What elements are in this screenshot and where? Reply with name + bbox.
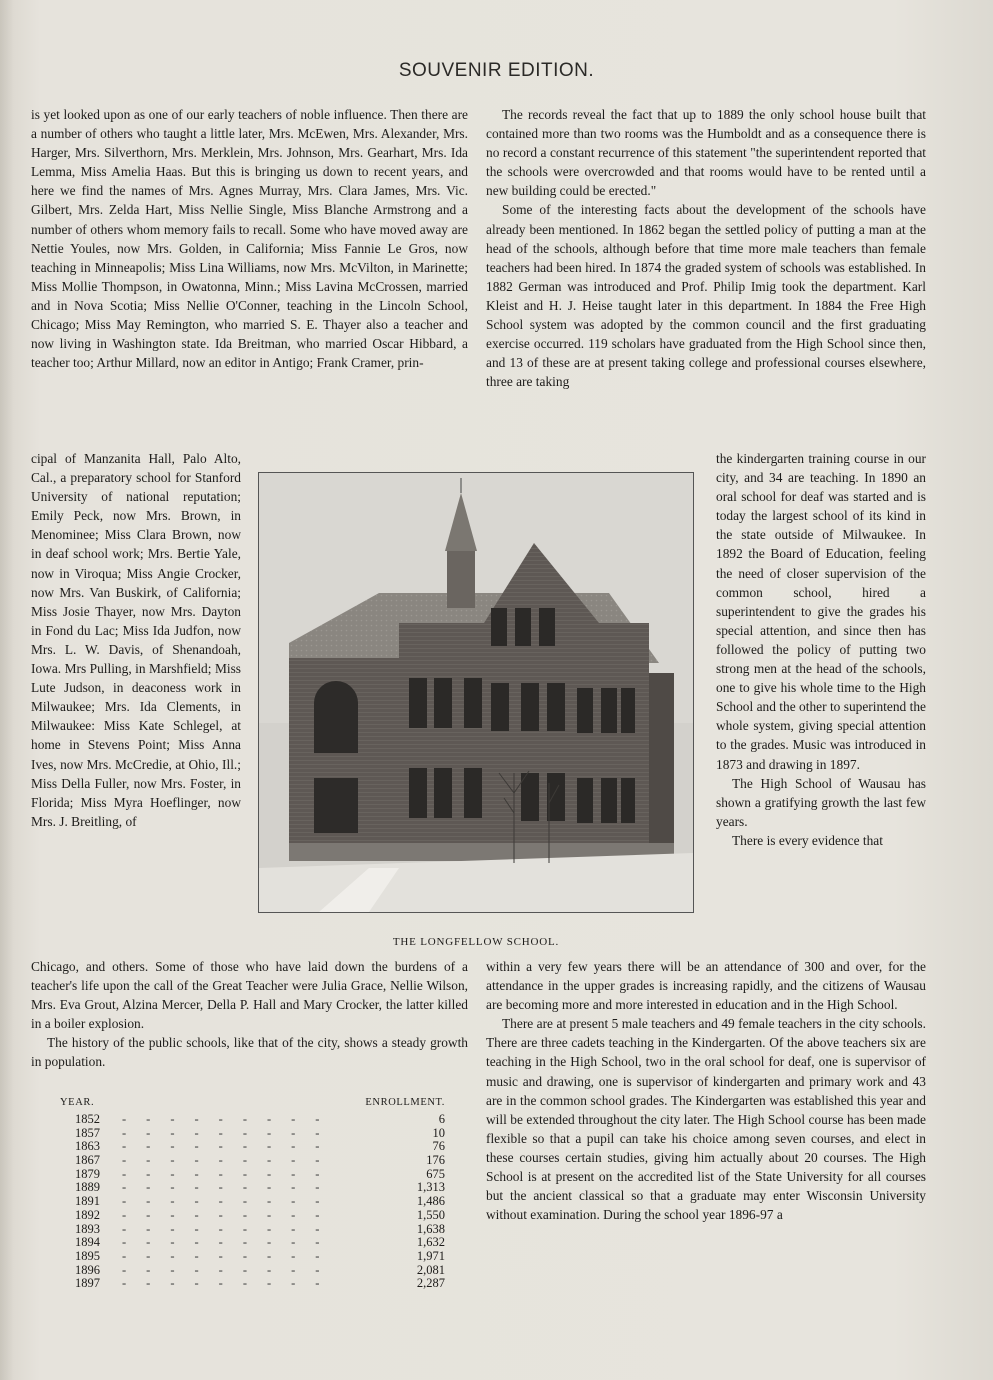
paragraph: Some of the interesting facts about the development of the schools have already been mentioned. In 1862 began the settled policy of putting a man at the head of the schools, although before that time more male teachers than female teachers had been hired. In 1874 the graded system of schools was established. In 1882 German was introduced and Prof. Philip Imig took the department. Karl Kleist and H. J. Heise taught later in this department. In 1884 the Free High School system was adopted by the common council and the first graduating exercise occurred. 119 scholars have graduated from the High School since then, and 13 of these are at present taking college and professional courses elsewhere, three are taking [486,202,926,390]
leader-dots: --------- [122,1126,340,1140]
table-row [60,1113,445,1127]
leader-dots: --------- [122,1208,340,1222]
table-row [60,1127,445,1141]
paragraph: is yet looked upon as one of our early teachers of noble influence. Then there are a number of others who taught a little later, Mrs. McEwen, Mrs. Alexander, Mrs. Harger, Mrs. Silverthorn, Mrs. Merklein, Mrs. Johnson, Mrs. Gearhart, Mrs. Ida Lemma, Miss Amelia Haas. But this is bringing us down to recent years, and here we find the names of Mrs. Agnes Murray, Mrs. Clara James, Mrs. Vic. Gilbert, Mrs. Zelda Hart, Miss Nellie Single, Miss Blanche Armstrong and a number of others whom memory fails to recall. Some who have moved away are Nettie Youles, now Mrs. Golden, in California; Miss Fannie Le Gros, now teaching in Minneapolis; Miss Lina Williams, now Mrs. McVilton, in Marinette; Miss Mollie Thompson, in Owatonna, Minn.; Miss Lavina McCrossen, married and in Nova Scotia; Miss Nellie O'Conner, teaching in the Lincoln School, Chicago; Miss May Remington, who married S. E. Thayer also a teacher and now living in Washington state. Ida Breitman, who married Oscar Hibbard, a teacher too; Arthur Millard, now an editor in Antigo; Frank Cramer, prin- [31,107,468,371]
paragraph: within a very few years there will be an attendance of 300 and over, for the attendance in the upper grades is increasing rapidly, and the citizens of Wausau are becoming more and more interested in education and in the High School. [486,959,926,1013]
year-cell: 1879 [75,1166,100,1181]
paragraph: the kindergarten training course in our city, and 34 are teaching. In 1890 an oral school for deaf was started and is today the largest school of its kind in the state outside of Milwaukee. In 1892 the Board of Education, feeling the need of closer supervision of the common school, hired a superintendent to give the grades his special attention, and since then has followed the policy of putting two strong men at the head of the schools, one to give his whole time to the High School and the other to superintend the whole system, giving special attention to the grades. Music was introduced in 1873 and drawing in 1897. [716,451,926,772]
paragraph: Chicago, and others. Some of those who have laid down the burdens of a teacher's life upon the call of the Great Teacher were Julia Grace, Nellie Wilson, Mrs. Eva Grout, Alzina Mercer, Della P. Hall and Mary Crocker, the latter killed in a boiler explosion. [31,959,468,1032]
leader-dots: --------- [122,1167,340,1181]
paragraph: cipal of Manzanita Hall, Palo Alto, Cal., a preparatory school for Stanford University of national reputation; Emily Peck, now Mrs. Brown, in Menominee; Miss Clara Brown, now in deaf school work; Mrs. Bertie Yale, now in Viroqua; Miss Angie Crocker, now Mrs. Van Buskirk, of California; Miss Josie Thayer, now Mrs. Dayton in Fond du Lac; Miss Ida Judfon, now Mrs. L. W. Davis, of Shenandoah, Iowa. Mrs Pulling, in Marshfield; Miss Lute Judson, in deaconess work in Milwaukee; Mrs. Ida Clements, in Milwaukee: Miss Kate Schlegel, at home in Stevens Point; Miss Anna Ives, now Mrs. McCredie, at Ohio, Ill.; Miss Della Fuller, now Mrs. Foster, in Florida; Miss Myra Hoeflinger, now Mrs. J. Breitling, of [31,451,241,829]
right-column-top [486,105,926,391]
paragraph: There are at present 5 male teachers and 49 female teachers in the city schools. There are three cadets teaching in the Kindergarten. Of the above teachers six are teaching in the High School, two in the oral school for deaf, one is supervisor of music and drawing, one is supervisor of kindergarten and primary work and 43 are in the common school grades. The Kindergarten was established this year and will be extended throughout the city later. The High School course has been made flexible so that a pupil can take his choice among seven courses, and elect in these courses certain studies, giving him actually about 20 courses. The High School is at present on the accredited list of the State University for all courses but the ancient classical so that a graduate may enter Wisconsin University without examination. During the school year 1896-97 a [486,1016,926,1223]
table-row [60,1154,445,1168]
enrollment-column-header: ENROLLMENT. [365,1097,445,1108]
year-cell: 1857 [75,1125,100,1140]
year-cell: 1891 [75,1194,100,1209]
table-row [60,1250,445,1264]
leader-dots: --------- [122,1195,340,1209]
leader-dots: --------- [122,1222,340,1236]
table-row [60,1223,445,1237]
paragraph: The High School of Wausau has shown a gratifying growth the last few years. [716,775,926,829]
year-cell: 1896 [75,1262,100,1277]
year-column-header: YEAR. [60,1097,95,1108]
year-cell: 1895 [75,1248,100,1263]
year-cell: 1892 [75,1207,100,1222]
enrollment-cell: 1,632 [416,1235,445,1250]
paragraph: There is every evidence that [732,832,883,848]
table-row [60,1264,445,1278]
year-cell: 1852 [75,1112,100,1126]
table-row [60,1195,445,1209]
page-header: SOUVENIR EDITION. [398,60,595,81]
enrollment-cell: 1,971 [416,1248,445,1263]
enrollment-cell: 1,638 [416,1221,445,1236]
left-column-wrap [31,449,241,831]
left-column-top [31,105,468,372]
table-row [60,1277,445,1291]
school-building-image [259,473,693,912]
enrollment-cell: 675 [426,1166,445,1181]
year-cell: 1894 [75,1235,100,1250]
enrollment-cell: 2,287 [416,1276,445,1291]
photo-caption: THE LONGFELLOW SCHOOL. [392,936,560,948]
enrollment-cell: 6 [438,1112,445,1126]
leader-dots: --------- [122,1154,340,1168]
leader-dots: --------- [122,1140,340,1154]
enrollment-cell: 10 [432,1125,445,1140]
enrollment-cell: 1,550 [416,1207,445,1222]
year-cell: 1893 [75,1221,100,1236]
table-row [60,1209,445,1223]
enrollment-cell: 2,081 [416,1262,445,1277]
year-cell: 1867 [75,1153,100,1168]
leader-dots: --------- [122,1113,340,1126]
right-column-wrap [716,449,926,850]
left-column-bottom [31,957,468,1072]
enrollment-table [60,1097,445,1291]
leader-dots: --------- [122,1181,340,1195]
leader-dots: --------- [122,1263,340,1277]
table-row [60,1140,445,1154]
year-cell: 1863 [75,1139,100,1154]
leader-dots: --------- [122,1277,340,1291]
table-row [60,1181,445,1195]
table-row [60,1168,445,1182]
leader-dots: --------- [122,1236,340,1250]
year-cell: 1897 [75,1276,100,1291]
table-row [60,1236,445,1250]
table-header [60,1097,445,1113]
right-column-bottom [486,957,926,1224]
leader-dots: --------- [122,1249,340,1263]
longfellow-school-photo [258,472,694,913]
paragraph: The records reveal the fact that up to 1889 the only school house built that contained more than two rooms was the Humboldt and as a consequence there is no record a constant recurrence of this statement "the superintendent reported that the schools were overcrowded and that rooms would have to be rented until a new building could be erected." [486,107,926,199]
enrollment-cell: 176 [426,1153,445,1168]
paragraph: The history of the public schools, like that of the city, shows a steady growth in population. [31,1035,468,1070]
enrollment-cell: 76 [432,1139,445,1154]
enrollment-cell: 1,486 [416,1194,445,1209]
year-cell: 1889 [75,1180,100,1195]
enrollment-cell: 1,313 [416,1180,445,1195]
